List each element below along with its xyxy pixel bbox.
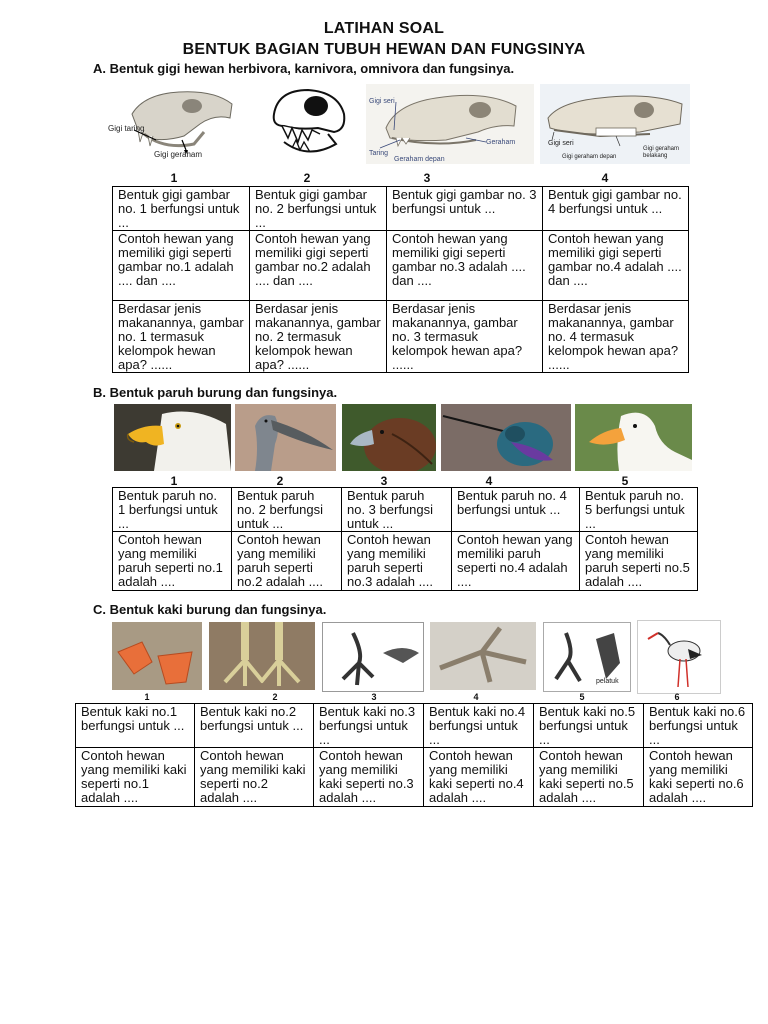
table-row [113, 532, 698, 590]
table-cell: Contoh hewan yang memiliki paruh seperti no.4 adalah .... [452, 532, 580, 590]
number-a1: 1 [170, 171, 178, 185]
table-cell: Contoh hewan yang memiliki paruh seperti no.2 adalah .... [232, 532, 342, 590]
table-cell: Berdasar jenis makanannya, gambar no. 2 termasuk kelompok hewan apa? ...... [250, 301, 387, 373]
table-cell: Berdasar jenis makanannya, gambar no. 1 termasuk kelompok hewan apa? ...... [113, 301, 250, 373]
table-cell: Bentuk gigi gambar no. 4 berfungsi untuk ... [543, 187, 689, 231]
table-section-b [112, 487, 698, 591]
label-gigi-seri-4: Gigi seri [548, 140, 574, 147]
table-cell: Bentuk paruh no. 3 berfungsi untuk ... [342, 488, 452, 532]
page-subtitle: BENTUK BAGIAN TUBUH HEWAN DAN FUNGSINYA [182, 41, 586, 58]
table-cell: Berdasar jenis makanannya, gambar no. 3 termasuk kelompok hewan apa? ...... [387, 301, 543, 373]
table-cell: Contoh hewan yang memiliki paruh seperti no.1 adalah .... [113, 532, 232, 590]
number-a4: 4 [601, 171, 609, 185]
label-gigi-seri: Gigi seri [369, 98, 395, 105]
table-cell: Contoh hewan yang memiliki kaki seperti no.4 adalah .... [424, 748, 534, 806]
table-row [76, 704, 753, 748]
table-cell: Bentuk paruh no. 5 berfungsi untuk ... [580, 488, 698, 532]
section-b-heading: B. Bentuk paruh burung dan fungsinya. [93, 385, 338, 400]
number-c2: 2 [272, 692, 278, 702]
table-section-a [112, 186, 689, 373]
number-c4: 4 [473, 692, 479, 702]
table-cell: Bentuk paruh no. 2 berfungsi untuk ... [232, 488, 342, 532]
table-cell: Bentuk paruh no. 4 berfungsi untuk ... [452, 488, 580, 532]
table-cell: Contoh hewan yang memiliki kaki seperti no.5 adalah .... [534, 748, 644, 806]
number-a3: 3 [423, 171, 431, 185]
table-row [113, 231, 689, 301]
number-a2: 2 [303, 171, 311, 185]
eagle-talon-image [322, 622, 424, 692]
label-taring: Taring [369, 150, 389, 157]
table-cell: Bentuk paruh no. 1 berfungsi untuk ... [113, 488, 232, 532]
table-cell: Bentuk kaki no.2 berfungsi untuk ... [195, 704, 314, 748]
number-b3: 3 [380, 474, 388, 488]
table-row [113, 488, 698, 532]
table-cell: Bentuk kaki no.1 berfungsi untuk ... [76, 704, 195, 748]
number-b4: 4 [485, 474, 493, 488]
label-pelatuk: pelatuk [596, 678, 619, 685]
table-cell: Contoh hewan yang memiliki gigi seperti gambar no.4 adalah .... dan .... [543, 231, 689, 301]
skull-image-2 [258, 84, 350, 164]
number-b1: 1 [170, 474, 178, 488]
table-cell: Contoh hewan yang memiliki kaki seperti no.1 adalah .... [76, 748, 195, 806]
chicken-feet-image [209, 622, 315, 690]
number-c3: 3 [371, 692, 377, 702]
label-gigi-taring: Gigi taring [108, 124, 145, 133]
table-cell: Bentuk kaki no.3 berfungsi untuk ... [314, 704, 424, 748]
table-cell: Contoh hewan yang memiliki kaki seperti no.6 adalah .... [644, 748, 753, 806]
table-cell: Contoh hewan yang memiliki paruh seperti no.5 adalah .... [580, 532, 698, 590]
table-cell: Contoh hewan yang memiliki gigi seperti gambar no.2 adalah .... dan .... [250, 231, 387, 301]
page-title: LATIHAN SOAL [323, 20, 445, 37]
table-row [113, 187, 689, 231]
table-cell: Bentuk kaki no.6 berfungsi untuk ... [644, 704, 753, 748]
number-c1: 1 [144, 692, 150, 702]
label-gigi-geraham: Gigi geraham [154, 150, 203, 159]
section-a-heading: A. Bentuk gigi hewan herbivora, karnivora, omnivora dan fungsinya. [93, 61, 515, 76]
eagle-image [114, 404, 231, 471]
table-cell: Contoh hewan yang memiliki kaki seperti no.2 adalah .... [195, 748, 314, 806]
table-cell: Berdasar jenis makanannya, gambar no. 4 termasuk kelompok hewan apa? ...... [543, 301, 689, 373]
table-row [76, 748, 753, 806]
finch-image [342, 404, 436, 471]
wading-feet-image [430, 622, 536, 690]
number-c5: 5 [579, 692, 585, 702]
label-gigi-geraham-belakang: Gigi geraham belakang [643, 146, 680, 159]
table-cell: Bentuk kaki no.5 berfungsi untuk ... [534, 704, 644, 748]
number-b5: 5 [621, 474, 629, 488]
label-gigi-geraham-depan: Gigi geraham depan [562, 154, 617, 160]
skull-image-3 [366, 84, 534, 164]
table-cell: Contoh hewan yang memiliki kaki seperti no.3 adalah .... [314, 748, 424, 806]
section-c-heading: C. Bentuk kaki burung dan fungsinya. [93, 602, 327, 617]
table-cell: Bentuk kaki no.4 berfungsi untuk ... [424, 704, 534, 748]
stork-image [637, 620, 721, 694]
pelican-image [235, 404, 336, 471]
hummingbird-image [441, 404, 571, 471]
label-geraham: Geraham [486, 139, 516, 146]
table-row [113, 301, 689, 373]
table-cell: Bentuk gigi gambar no. 1 berfungsi untuk ... [113, 187, 250, 231]
table-cell: Bentuk gigi gambar no. 2 berfungsi untuk ... [250, 187, 387, 231]
table-section-c [75, 703, 753, 807]
duck-image [575, 404, 692, 471]
duck-feet-image [112, 622, 202, 690]
table-cell: Contoh hewan yang memiliki paruh seperti no.3 adalah .... [342, 532, 452, 590]
number-c6: 6 [674, 692, 680, 702]
table-cell: Contoh hewan yang memiliki gigi seperti gambar no.1 adalah .... dan .... [113, 231, 250, 301]
table-cell: Bentuk gigi gambar no. 3 berfungsi untuk ... [387, 187, 543, 231]
table-cell: Contoh hewan yang memiliki gigi seperti gambar no.3 adalah .... dan .... [387, 231, 543, 301]
label-geraham-depan: Geraham depan [394, 156, 445, 163]
number-b2: 2 [276, 474, 284, 488]
